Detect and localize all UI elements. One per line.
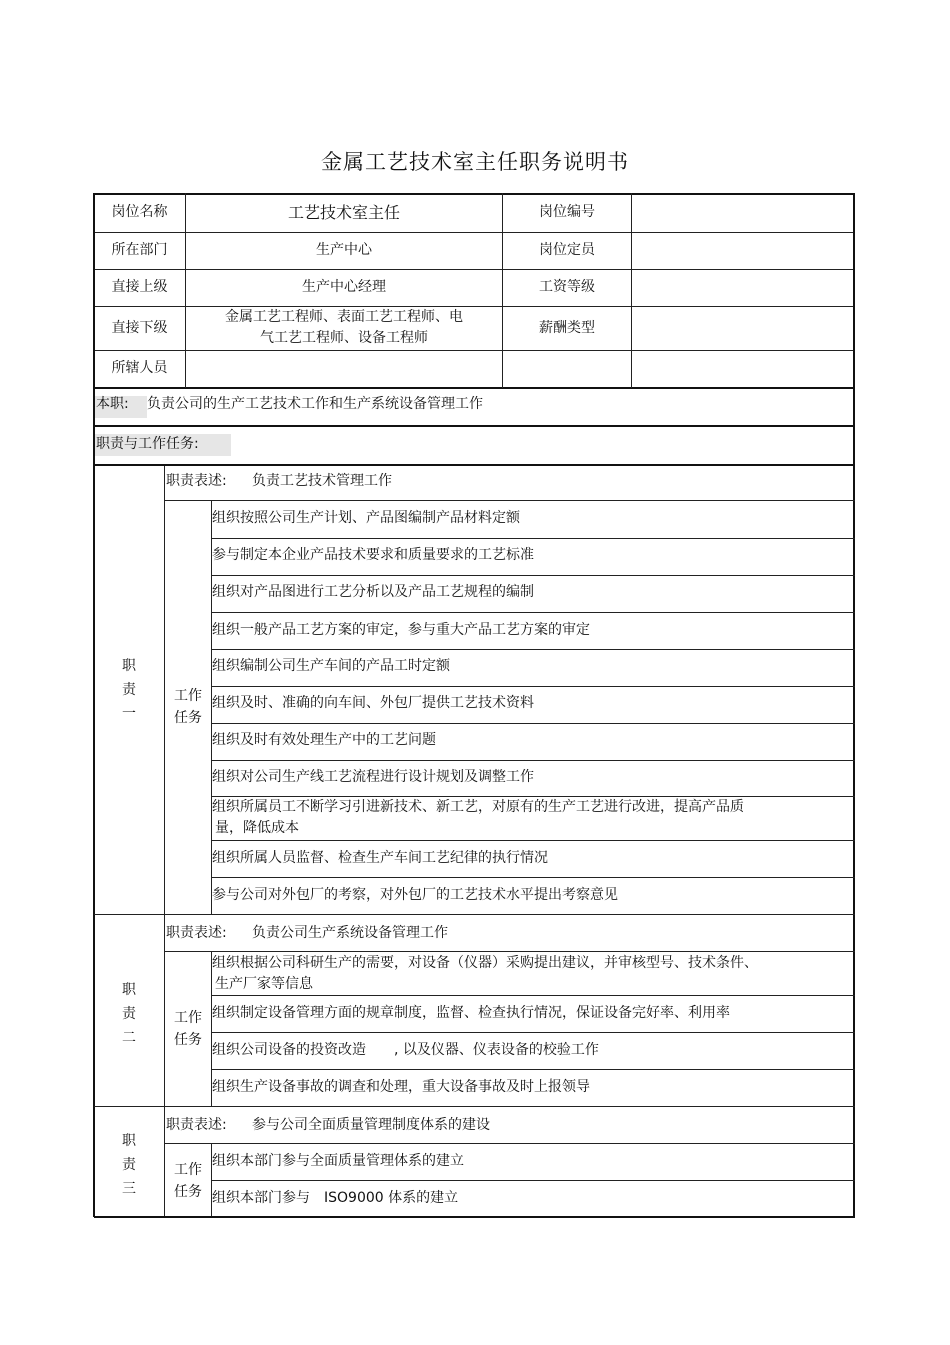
label-staff: 所辖人员: [111, 360, 168, 376]
duty2-task-2: 组织制定设备管理方面的规章制度，监督、检查执行情况，保证设备完好率、利用率: [212, 1004, 730, 1021]
duty1-task-3: 组织对产品图进行工艺分析以及产品工艺规程的编制: [212, 583, 534, 600]
duty2-desc-label: 职责表述:: [166, 924, 227, 941]
value-staff: [186, 350, 502, 387]
duty1-task-6: 组织及时、准确的向车间、外包厂提供工艺技术资料: [212, 694, 534, 711]
tasks-label-line: 工作: [174, 688, 202, 704]
duty2-task-4: 组织生产设备事故的调查和处理，重大设备事故及时上报领导: [212, 1078, 590, 1095]
duty2-name-char: 责: [122, 1006, 136, 1022]
label-subordinates: 直接下级: [111, 319, 168, 336]
label-position-code: 岗位编号: [539, 204, 595, 220]
duty1-task-9-line2: 量，降低成本: [215, 820, 299, 836]
duty1-name-char: 职: [122, 658, 136, 674]
duty3-name-char: 职: [122, 1133, 136, 1149]
tasks-label-line: 任务: [174, 710, 202, 726]
duty3-tasks-label: [165, 1159, 211, 1203]
value-salary-grade: [632, 269, 853, 306]
duty3-name-char: 三: [122, 1181, 136, 1197]
duty1-task-10: 组织所属人员监督、检查生产车间工艺纪律的执行情况: [212, 849, 548, 866]
duty2-task-1-line1: 组织根据公司科研生产的需要，对设备（仪器）采购提出建议，并审核型号、技术条件、: [212, 955, 758, 971]
duty2-tasks-label: [165, 1007, 211, 1051]
duty1-task-8: 组织对公司生产线工艺流程进行设计规划及调整工作: [212, 768, 534, 785]
duty1-task-11: 参与公司对外包厂的考察，对外包厂的工艺技术水平提出考察意见: [212, 886, 618, 903]
benzhi-label: 本职:: [96, 395, 129, 412]
duty3-desc-label: 职责表述:: [166, 1116, 227, 1133]
duty1-desc-label: 职责表述:: [166, 472, 227, 489]
duty1-task-5: 组织编制公司生产车间的产品工时定额: [212, 657, 450, 674]
duty1-task-1: 组织按照公司生产计划、产品图编制产品材料定额: [212, 509, 520, 526]
page-title: 金属工艺技术室主任职务说明书: [321, 150, 629, 174]
value-pay-type: [632, 306, 853, 350]
duty2-name-char: 二: [122, 1030, 136, 1046]
value-subordinates-line1: 金属工艺工程师、表面工艺工程师、电: [225, 309, 463, 325]
duty2-task-3: 组织公司设备的投资改造 , 以及仪器、仪表设备的校验工作: [212, 1041, 599, 1058]
value-supervisor: 生产中心经理: [302, 279, 386, 295]
value-position-code: [632, 193, 853, 232]
value-headcount: [632, 232, 853, 269]
duties-header: 职责与工作任务:: [96, 435, 199, 452]
value-subordinates-line2: 气工艺工程师、设备工程师: [260, 330, 428, 346]
duty1-task-7: 组织及时有效处理生产中的工艺问题: [212, 731, 436, 748]
duty2-name: [119, 979, 139, 1049]
duty3-name-char: 责: [122, 1157, 136, 1173]
label-row5-col3: [503, 350, 631, 387]
duty2-task-1: [212, 953, 758, 995]
duty1-desc: 负责工艺技术管理工作: [252, 472, 392, 489]
duty1-name-char: 一: [122, 706, 136, 722]
duty1-tasks-label: [165, 685, 211, 729]
label-pay-type: 薪酬类型: [539, 319, 595, 336]
value-row5-col4: [632, 350, 853, 387]
tasks-label-line: 工作: [174, 1162, 202, 1178]
duty2-name-char: 职: [122, 982, 136, 998]
duty2-task-1-line2: 生产厂家等信息: [215, 976, 313, 992]
duty3-task-2: 组织本部门参与 ISO9000 体系的建立: [212, 1189, 459, 1206]
duty1-task-4: 组织一般产品工艺方案的审定，参与重大产品工艺方案的审定: [212, 621, 590, 638]
label-position-name: 岗位名称: [111, 204, 168, 220]
duty3-desc: 参与公司全面质量管理制度体系的建设: [252, 1116, 490, 1133]
label-headcount: 岗位定员: [539, 242, 595, 258]
tasks-label-line: 任务: [174, 1032, 202, 1048]
value-position-name: 工艺技术室主任: [287, 203, 400, 222]
duty1-name: [119, 655, 139, 725]
duty3-task-1: 组织本部门参与全面质量管理体系的建立: [212, 1152, 464, 1169]
benzhi-text: 负责公司的生产工艺技术工作和生产系统设备管理工作: [147, 395, 483, 412]
label-supervisor: 直接上级: [111, 279, 168, 295]
label-department: 所在部门: [111, 242, 168, 258]
duty3-name: [119, 1130, 139, 1200]
value-department: 生产中心: [316, 242, 372, 258]
duty1-task-2: 参与制定本企业产品技术要求和质量要求的工艺标准: [212, 546, 534, 563]
duty1-name-char: 责: [122, 682, 136, 698]
duty1-task-9-line1: 组织所属员工不断学习引进新技术、新工艺，对原有的生产工艺进行改进，提高产品质: [212, 799, 744, 815]
tasks-label-line: 工作: [174, 1010, 202, 1026]
tasks-label-line: 任务: [174, 1184, 202, 1200]
label-salary-grade: 工资等级: [539, 279, 595, 295]
duty2-desc: 负责公司生产系统设备管理工作: [252, 924, 448, 941]
duty1-task-9: [212, 797, 744, 839]
value-subordinates: [186, 306, 502, 350]
